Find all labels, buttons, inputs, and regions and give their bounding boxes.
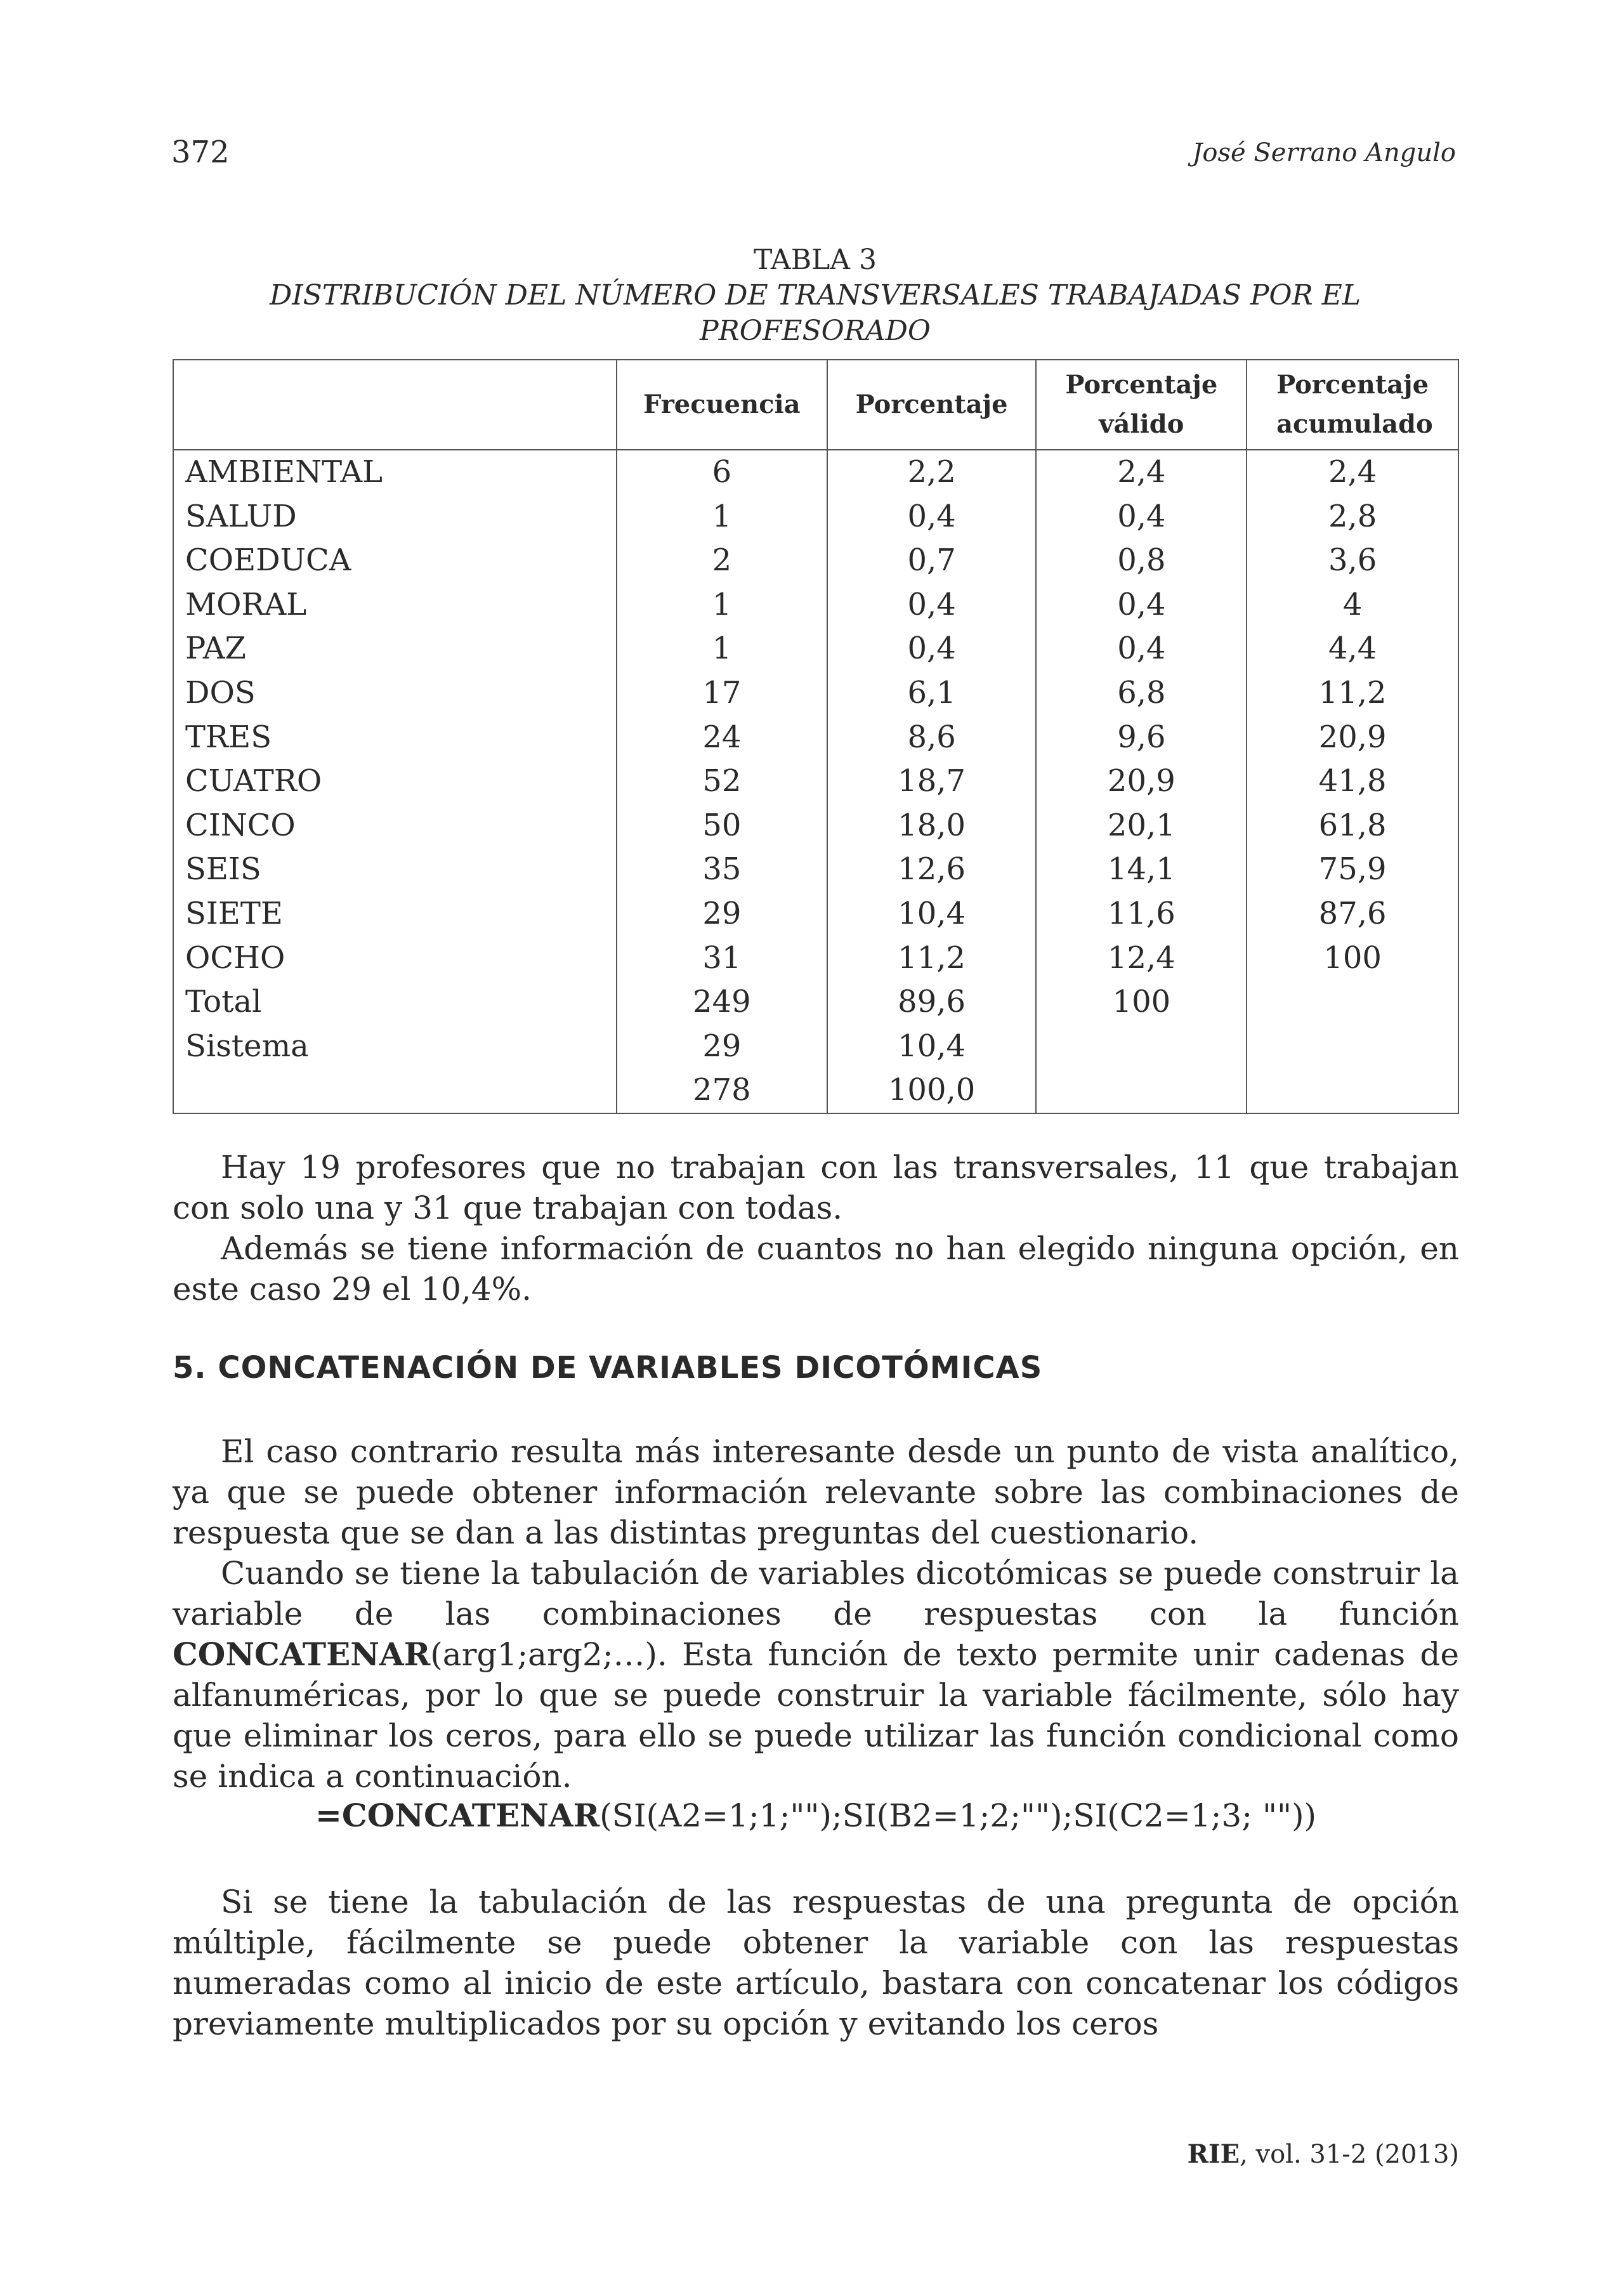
section-heading: 5. CONCATENACIÓN DE VARIABLES DICOTÓMICAS xyxy=(173,1350,1043,1386)
footer-citation xyxy=(1188,2139,1459,2169)
table-cell: 100 xyxy=(1247,936,1458,981)
row-label: PAZ xyxy=(173,627,617,671)
table-row xyxy=(173,671,1458,716)
table-cell: 6,8 xyxy=(1036,671,1247,716)
row-label xyxy=(173,1068,617,1113)
row-label: SIETE xyxy=(173,892,617,936)
table-cell: 2,2 xyxy=(827,450,1037,495)
table-header-cell: Porcentaje xyxy=(827,360,1037,450)
table-cell xyxy=(1247,1025,1458,1069)
table-header-text: Porcentaje válido xyxy=(1065,370,1218,439)
table-title xyxy=(171,278,1459,349)
table-row xyxy=(173,936,1458,981)
table-cell: 20,9 xyxy=(1036,759,1247,804)
formula-function: =CONCATENAR xyxy=(315,1797,600,1834)
table-cell: 35 xyxy=(617,848,827,892)
journal-volume: , vol. 31-2 (2013) xyxy=(1240,2140,1459,2169)
table-cell: 1 xyxy=(617,583,827,627)
row-label: AMBIENTAL xyxy=(173,450,617,495)
table-row xyxy=(173,848,1458,892)
table-cell: 2 xyxy=(617,539,827,583)
row-label: MORAL xyxy=(173,583,617,627)
table-cell: 11,6 xyxy=(1036,892,1247,936)
paragraph: Hay 19 profesores que no trabajan con las transversales, 11 que trabajan con solo una y 31 que trabajan con todas. xyxy=(173,1149,1459,1226)
table-title-line2: PROFESORADO xyxy=(700,315,931,347)
table-cell: 4 xyxy=(1247,583,1458,627)
table-cell: 0,8 xyxy=(1036,539,1247,583)
table-header-cell xyxy=(1036,360,1247,450)
table-row xyxy=(173,539,1458,583)
row-label: DOS xyxy=(173,671,617,716)
table-cell: 0,4 xyxy=(1036,583,1247,627)
table-cell: 9,6 xyxy=(1036,716,1247,760)
formula xyxy=(173,1797,1459,1834)
data-table xyxy=(173,359,1459,1114)
formula-args: (SI(A2=1;1;"");SI(B2=1;2;"");SI(C2=1;3; "")) xyxy=(599,1797,1316,1834)
table-cell: 1 xyxy=(617,627,827,671)
row-label: Total xyxy=(173,980,617,1025)
row-label: SEIS xyxy=(173,848,617,892)
table-cell xyxy=(1247,1068,1458,1113)
table-cell: 278 xyxy=(617,1068,827,1113)
table-header-row xyxy=(173,360,1458,450)
table-cell: 24 xyxy=(617,716,827,760)
table-cell: 41,8 xyxy=(1247,759,1458,804)
table-cell: 75,9 xyxy=(1247,848,1458,892)
table-row xyxy=(173,583,1458,627)
table-cell xyxy=(1036,1068,1247,1113)
table-cell: 0,4 xyxy=(827,627,1037,671)
table-header-text: Porcentaje acumulado xyxy=(1276,370,1433,439)
table-cell: 87,6 xyxy=(1247,892,1458,936)
table-cell: 12,6 xyxy=(827,848,1037,892)
journal-name: RIE xyxy=(1187,2139,1240,2169)
table-cell: 2,4 xyxy=(1247,450,1458,495)
table-row xyxy=(173,1025,1458,1069)
table-cell: 249 xyxy=(617,980,827,1025)
table-cell: 6 xyxy=(617,450,827,495)
table-cell: 3,6 xyxy=(1247,539,1458,583)
row-label: CUATRO xyxy=(173,759,617,804)
table-cell: 2,8 xyxy=(1247,495,1458,539)
table-cell xyxy=(1036,1025,1247,1069)
table-header-cell: Frecuencia xyxy=(617,360,827,450)
running-header-author: José Serrano Angulo xyxy=(1192,138,1456,167)
table-cell: 29 xyxy=(617,892,827,936)
table-cell: 89,6 xyxy=(827,980,1037,1025)
table-cell: 31 xyxy=(617,936,827,981)
table-number: TABLA 3 xyxy=(753,244,877,276)
table-row xyxy=(173,716,1458,760)
table-cell: 20,1 xyxy=(1036,804,1247,848)
table-row xyxy=(173,804,1458,848)
table-cell: 0,4 xyxy=(1036,627,1247,671)
table-cell: 8,6 xyxy=(827,716,1037,760)
table-cell: 11,2 xyxy=(1247,671,1458,716)
table-cell: 61,8 xyxy=(1247,804,1458,848)
table-cell: 11,2 xyxy=(827,936,1037,981)
table-cell: 10,4 xyxy=(827,1025,1037,1069)
table-row xyxy=(173,759,1458,804)
table-cell: 1 xyxy=(617,495,827,539)
row-label: TRES xyxy=(173,716,617,760)
paragraph xyxy=(173,1553,1459,1797)
paragraph: Si se tiene la tabulación de las respuestas de una pregunta de opción múltiple, fácilmente se puede obtener la variable con las respuestas numeradas como al inicio de este artículo, bastara con concatenar los códigos previamente multiplicados por su opción y evitando los ceros xyxy=(173,1884,1459,2042)
table-row xyxy=(173,980,1458,1025)
table-cell: 18,0 xyxy=(827,804,1037,848)
table-title-line1: DISTRIBUCIÓN DEL NÚMERO DE TRANSVERSALES TRABAJADAS POR EL xyxy=(270,279,1361,311)
table-cell: 50 xyxy=(617,804,827,848)
table-header-cell xyxy=(173,360,617,450)
table-cell: 0,4 xyxy=(1036,495,1247,539)
table-body xyxy=(173,450,1458,1113)
table-cell: 0,7 xyxy=(827,539,1037,583)
table-cell: 17 xyxy=(617,671,827,716)
table-cell xyxy=(1247,980,1458,1025)
table-cell: 100 xyxy=(1036,980,1247,1025)
row-label: COEDUCA xyxy=(173,539,617,583)
paragraph: El caso contrario resulta más interesante desde un punto de vista analítico, ya que se puede obtener información relevante sobre las combinaciones de respuesta que se dan a las distintas preguntas del cuestionario. xyxy=(173,1433,1459,1551)
table-cell: 29 xyxy=(617,1025,827,1069)
table-cell: 52 xyxy=(617,759,827,804)
function-name: CONCATENAR xyxy=(173,1635,431,1673)
row-label: SALUD xyxy=(173,495,617,539)
table-cell: 0,4 xyxy=(827,583,1037,627)
table-cell: 10,4 xyxy=(827,892,1037,936)
table-row xyxy=(173,1068,1458,1113)
table-cell: 12,4 xyxy=(1036,936,1247,981)
paragraph: Además se tiene información de cuantos no han elegido ninguna opción, en este caso 29 el 10,4%. xyxy=(173,1230,1459,1308)
table-cell: 6,1 xyxy=(827,671,1037,716)
table-cell: 0,4 xyxy=(827,495,1037,539)
row-label: Sistema xyxy=(173,1025,617,1069)
row-label: CINCO xyxy=(173,804,617,848)
table-row xyxy=(173,495,1458,539)
table-cell: 100,0 xyxy=(827,1068,1037,1113)
paragraph-text: (arg1;arg2;…). Esta función de texto permite unir cadenas de alfanuméricas, por lo que se puede construir la variable fácilmente, sólo hay que eliminar los ceros, para ello se puede utilizar las función condicional como se indica a continuación. xyxy=(173,1636,1459,1795)
table-row xyxy=(173,627,1458,671)
paragraph-text: Cuando se tiene la tabulación de variables dicotómicas se puede construir la variable de las combinaciones de respuestas con la función xyxy=(173,1555,1459,1632)
table-header-cell xyxy=(1247,360,1458,450)
row-label: OCHO xyxy=(173,936,617,981)
table-row xyxy=(173,450,1458,495)
page-number: 372 xyxy=(171,134,230,170)
table-row xyxy=(173,892,1458,936)
table-cell: 20,9 xyxy=(1247,716,1458,760)
table-cell: 14,1 xyxy=(1036,848,1247,892)
table-cell: 4,4 xyxy=(1247,627,1458,671)
table-cell: 2,4 xyxy=(1036,450,1247,495)
table-cell: 18,7 xyxy=(827,759,1037,804)
